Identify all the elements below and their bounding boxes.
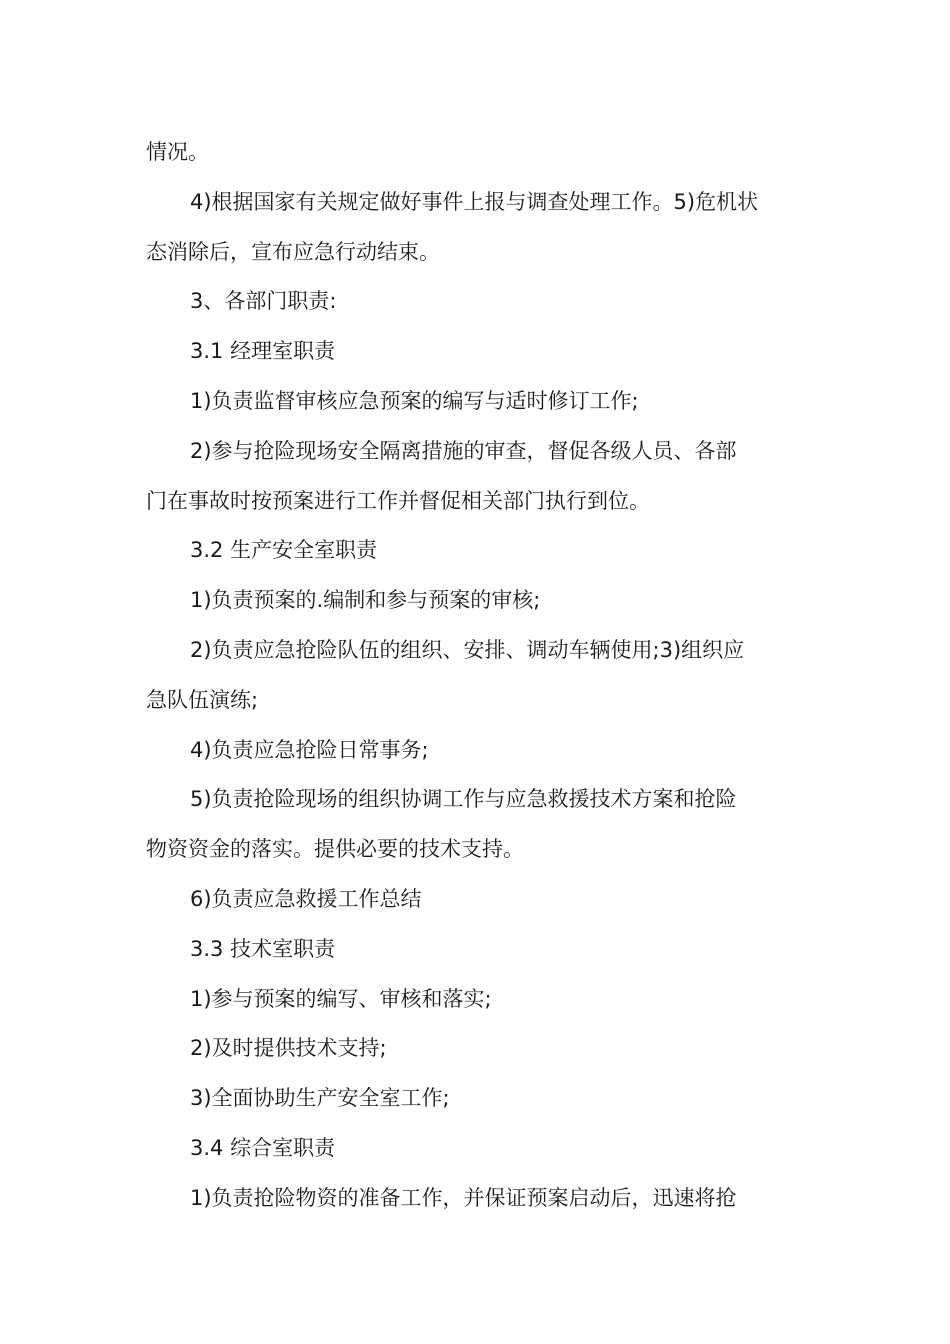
text-line-16: 6)负责应急救援工作总结 [190, 886, 422, 911]
text-line-14: 5)负责抢险现场的组织协调工作与应急救援技术方案和抢险 [190, 787, 737, 812]
text-line-3: 态消除后，宣布应急行动结束。 [146, 239, 440, 264]
subsection-heading-3-2: 3.2 生产安全室职责 [190, 538, 378, 563]
text-line-6: 1)负责监督审核应急预案的编写与适时修订工作; [190, 388, 639, 413]
text-line-13: 4)负责应急抢险日常事务; [190, 737, 429, 762]
text-line-11: 2)负责应急抢险队伍的组织、安排、调动车辆使用;3)组织应 [190, 637, 745, 662]
text-line-19: 2)及时提供技术支持; [190, 1036, 387, 1061]
subsection-heading-3-3: 3.3 技术室职责 [190, 936, 336, 961]
text-line-15: 物资资金的落实。提供必要的技术支持。 [146, 837, 524, 862]
text-line-18: 1)参与预案的编写、审核和落实; [190, 986, 492, 1011]
section-heading-3: 3、各部门职责: [190, 289, 337, 314]
text-line-20: 3)全面协助生产安全室工作; [190, 1086, 450, 1111]
text-line-1: 情况。 [146, 140, 209, 164]
text-line-8: 门在事故时按预案进行工作并督促相关部门执行到位。 [146, 488, 650, 513]
text-line-10: 1)负责预案的.编制和参与预案的审核; [190, 588, 541, 613]
text-line-12: 急队伍演练; [146, 687, 259, 712]
subsection-heading-3-4: 3.4 综合室职责 [190, 1135, 336, 1160]
document-body [146, 128, 808, 1224]
text-line-2: 4)根据国家有关规定做好事件上报与调查处理工作。5)危机状 [190, 189, 759, 214]
subsection-heading-3-1: 3.1 经理室职责 [190, 339, 336, 364]
text-line-7: 2)参与抢险现场安全隔离措施的审查，督促各级人员、各部 [190, 438, 737, 463]
text-line-22: 1)负责抢险物资的准备工作，并保证预案启动后，迅速将抢 [190, 1185, 737, 1210]
